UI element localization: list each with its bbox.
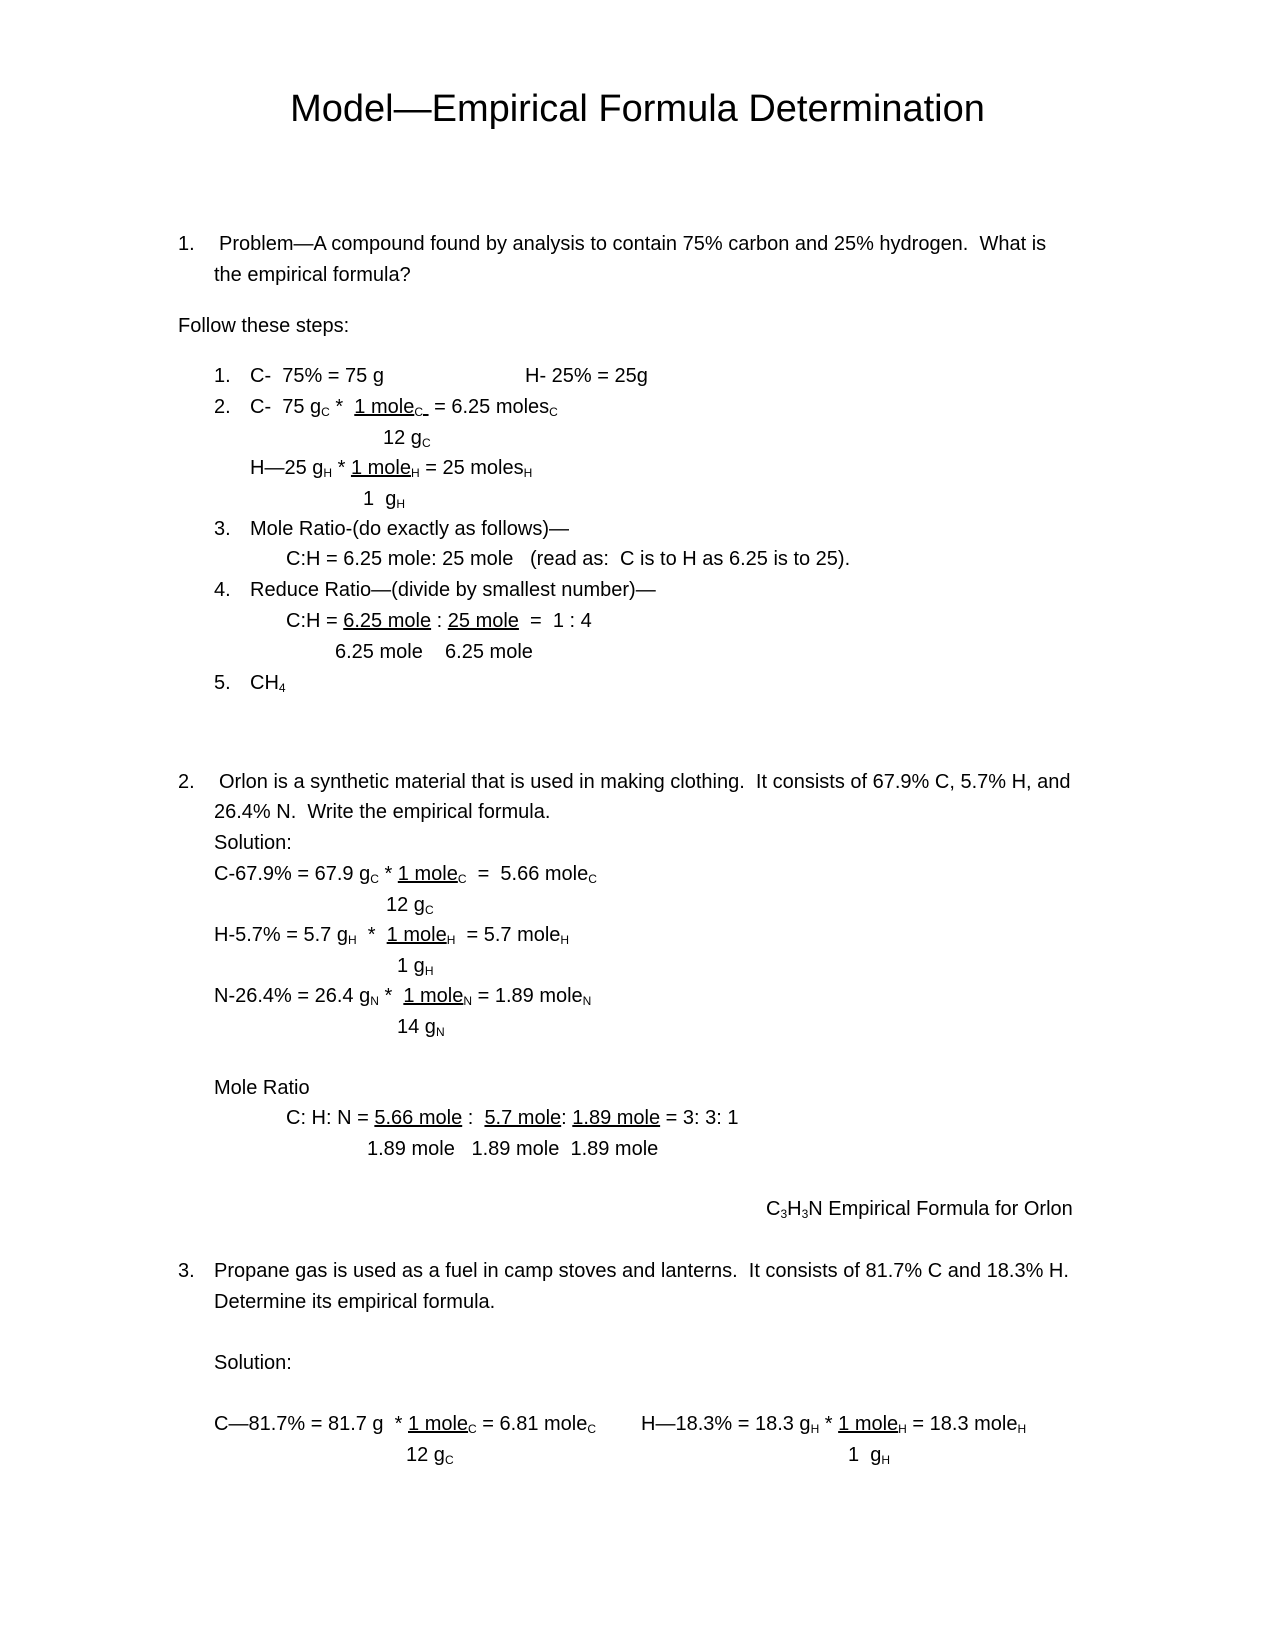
step-3-number: 3.: [214, 518, 231, 540]
step-3-text: Mole Ratio-(do exactly as follows)—: [250, 518, 569, 540]
problem-2-text-line1: Orlon is a synthetic material that is used in making clothing. It consists of 67.9% C, 5.7% H, and: [219, 771, 1071, 793]
problem-3-hydrogen-line: H—18.3% = 18.3 $g_H * 1$ mole$_H$ = 18.3 mole$_H$: [641, 1413, 1027, 1436]
problem-2-hydrogen-line: H-5.7% = 5.7 $g_H * 1$ mole$_H$ = 5.7 mole$_H$: [214, 924, 570, 947]
problem-3-text-line2: Determine its empirical formula.: [214, 1291, 496, 1313]
problem-1-number: 1.: [178, 233, 195, 255]
step-4-text: Reduce Ratio—(divide by smallest number)—: [250, 579, 656, 601]
problem-2-nitrogen-line: N-26.4% = 26.4 $g_N * 1$ mole$_N$ = 1.89 mole$_N$: [214, 985, 592, 1008]
mole-ratio-label: Mole Ratio: [214, 1077, 310, 1099]
problem-2-hydrogen-denominator: 1 $g_H$: [397, 955, 434, 978]
step-1-hydrogen: H- 25% = 25g: [525, 365, 648, 387]
problem-2-answer: $C_3H_3N$ Empirical Formula for Orlon: [766, 1198, 1073, 1221]
step-1-number: 1.: [214, 365, 231, 387]
problem-2-carbon-line: C-67.9% = 67.9 $g_C * 1$ mole$_C$ = 5.66 mole$_C$: [214, 863, 597, 886]
step-2-hydrogen-denominator: 1 $g_H$: [363, 488, 406, 511]
problem-2-nitrogen-denominator: 14 $g_N$: [397, 1016, 445, 1039]
step-2-carbon-denominator: 12 $g_C$: [383, 427, 431, 450]
problem-3-text-line1: Propane gas is used as a fuel in camp stoves and lanterns. It consists of 81.7% C and 18.3% H.: [214, 1260, 1069, 1282]
step-4-number: 4.: [214, 579, 231, 601]
step-2-hydrogen-line: H—25 $g_H * 1$ mole$_H$ = 25 moles$_H$: [250, 457, 533, 480]
problem-3-hydrogen-denominator: 1 $g_H$: [848, 1444, 891, 1467]
problem-3-solution-label: Solution:: [214, 1352, 292, 1374]
problem-1-text-line2: the empirical formula?: [214, 264, 411, 286]
problem-2-carbon-denominator: 12 $g_C$: [386, 894, 434, 917]
step-2-carbon-line: C- 75 $g_C * 1$ mole$_C$ = 6.25 moles$_C$: [250, 396, 558, 419]
follow-steps-label: Follow these steps:: [178, 315, 350, 337]
problem-3-carbon-denominator: 12 $g_C$: [406, 1444, 454, 1467]
step-5-formula: $CH_4$: [250, 672, 286, 695]
page-title: Model—Empirical Formula Determination: [290, 88, 985, 130]
problem-3-number: 3.: [178, 1260, 195, 1282]
step-4-ratio: C:H = 6.25 mole : 25 mole = 1 : 4: [286, 610, 592, 632]
problem-2-solution-label: Solution:: [214, 832, 292, 854]
step-3-ratio: C:H = 6.25 mole: 25 mole (read as: C is to H as 6.25 is to 25).: [286, 548, 851, 570]
problem-2-ratio-denominators: 1.89 mole 1.89 mole 1.89 mole: [367, 1138, 659, 1160]
problem-1-text-line1: Problem—A compound found by analysis to contain 75% carbon and 25% hydrogen. What is: [219, 233, 1047, 255]
problem-2-ratio: C: H: N = 5.66 mole : 5.7 mole: 1.89 mole = 3: 3: 1: [286, 1107, 739, 1129]
step-2-number: 2.: [214, 396, 231, 418]
step-1-carbon: C- 75% = 75 g: [250, 365, 384, 387]
problem-2-number: 2.: [178, 771, 195, 793]
step-4-denominators: 6.25 mole 6.25 mole: [335, 641, 533, 663]
step-5-number: 5.: [214, 672, 231, 694]
problem-3-carbon-line: C—81.7% = 81.7 g * 1 mole$_C$ = 6.81 mole$_C$: [214, 1413, 597, 1436]
problem-2-text-line2: 26.4% N. Write the empirical formula.: [214, 801, 551, 823]
